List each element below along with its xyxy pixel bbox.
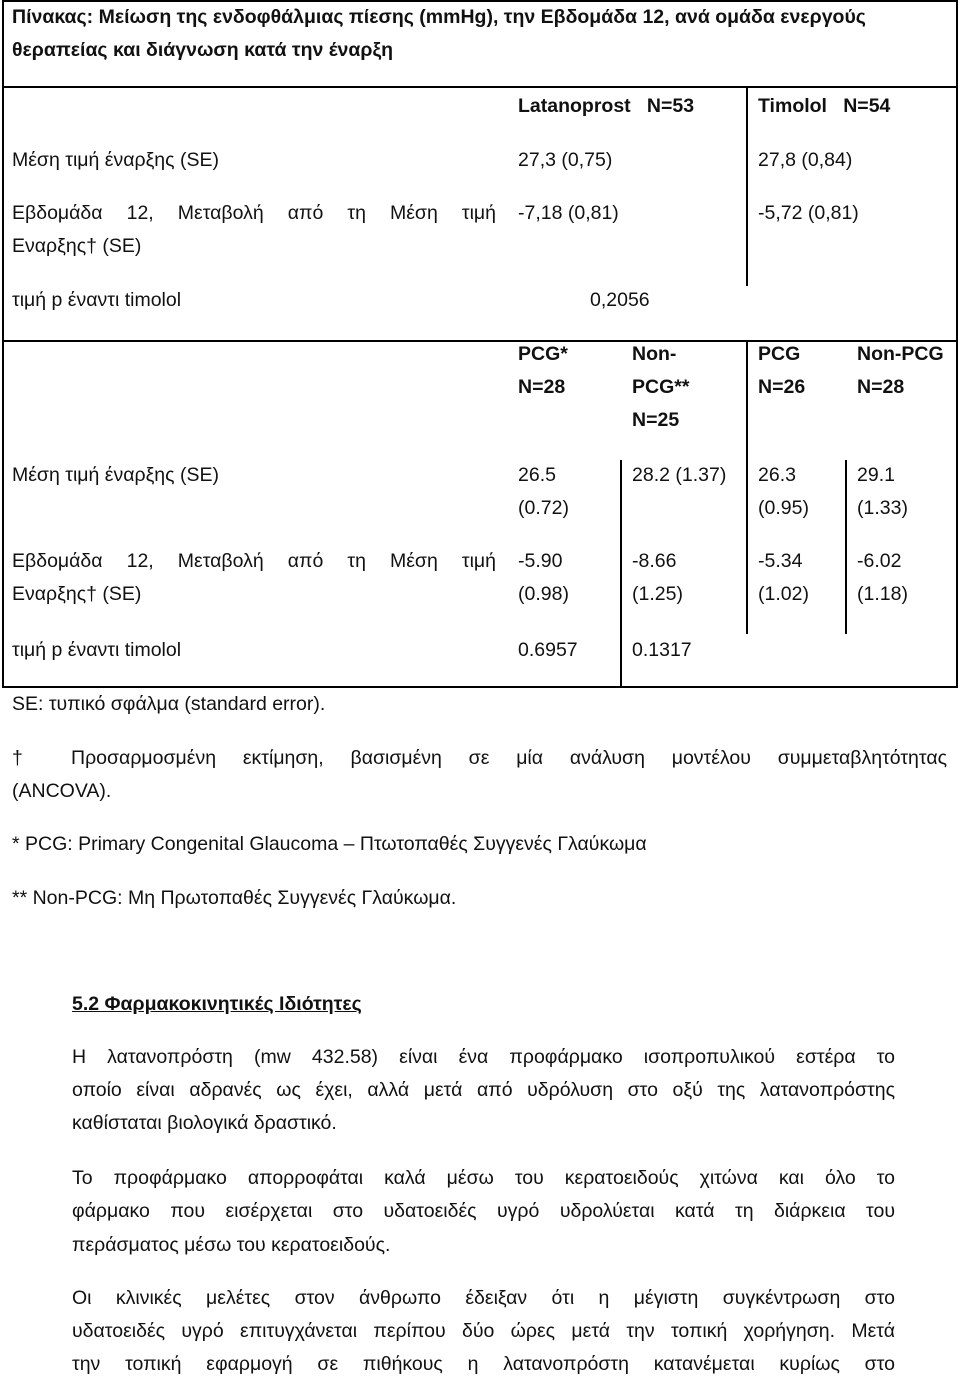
- sub-baseline-c4-1: 29.1: [857, 464, 895, 486]
- sub-change-c3-2: (1.02): [758, 583, 809, 605]
- sub-change-c4-1: -6.02: [857, 550, 902, 572]
- paragraph-3-line-3: την τοπική εφαρμογή σε πιθήκους η λατανοπρόστη κατανέμεται κυρίως στο: [72, 1353, 895, 1375]
- paragraph-2-line-2: φάρμακο που εισέρχεται στο υδατοειδές υγρό υδρολύεται κατά τη διάρκεια του: [72, 1200, 895, 1222]
- row-change-label-2: Εναρξης† (SE): [12, 235, 142, 257]
- table-caption-line-1: Πίνακας: Μείωση της ενδοφθάλμιας πίεσης (mmHg), την Εβδομάδα 12, ανά ομάδα ενεργούς: [12, 6, 866, 28]
- subheader-nonpcg-tim-2: N=28: [857, 376, 905, 398]
- paragraph-1-line-3: καθίσταται βιολογικά δραστικό.: [72, 1112, 337, 1134]
- sub-change-c4-2: (1.18): [857, 583, 908, 605]
- sub-baseline-c2: 28.2 (1.37): [632, 464, 727, 486]
- paragraph-2-line-1: Το προφάρμακο απορροφάται καλά μέσω του κερατοειδούς χιτώνα και όλο το: [72, 1167, 895, 1189]
- paragraph-1-line-2: οποίο είναι αδρανές ως έχει, αλλά μετά από υδρόλυση στο οξύ της λατανοπρόστης: [72, 1079, 895, 1101]
- sub-baseline-c3-2: (0.95): [758, 497, 809, 519]
- paragraph-1-line-1: Η λατανοπρόστη (mw 432.58) είναι ένα προφάρμακο ισοπροπυλικού εστέρα το: [72, 1046, 895, 1068]
- paragraph-3-line-1: Οι κλινικές μελέτες στον άνθρωπο έδειξαν ότι η μέγιστη συγκέντρωση στο: [72, 1287, 895, 1309]
- header-latanoprost: Latanoprost N=53: [518, 95, 695, 117]
- footnote-dagger-1: † Προσαρμοσμένη εκτίμηση, βασισμένη σε μία ανάλυση μοντέλου συμμεταβλητότητας: [12, 747, 947, 769]
- footnote-dagger-2: (ANCOVA).: [12, 780, 112, 802]
- row-baseline-label: Μέση τιμή έναρξης (SE): [12, 149, 219, 171]
- subheader-nonpcg-lat-2: PCG**: [632, 376, 690, 398]
- table-caption-line-2: θεραπείας και διάγνωση κατά την έναρξη: [12, 39, 394, 61]
- sub-change-label-1: Εβδομάδα 12, Μεταβολή από τη Μέση τιμή: [12, 550, 496, 572]
- sub-baseline-c3-1: 26.3: [758, 464, 796, 486]
- subheader-pcg-lat-1: PCG*: [518, 343, 568, 365]
- sub-baseline-c1-1: 26.5: [518, 464, 556, 486]
- footnote-se: SE: τυπικό σφάλμα (standard error).: [12, 693, 326, 715]
- subheader-nonpcg-tim-1: Non-PCG: [857, 343, 944, 365]
- header-timolol: Timolol N=54: [758, 95, 891, 117]
- subheader-nonpcg-lat-3: N=25: [632, 409, 680, 431]
- sub-change-c1-2: (0.98): [518, 583, 569, 605]
- subheader-nonpcg-lat-1: Non-: [632, 343, 677, 365]
- paragraph-2-line-3: περάσματος μέσω του κερατοειδούς.: [72, 1234, 391, 1256]
- row-change-latanoprost: -7,18 (0,81): [518, 202, 619, 224]
- sub-change-c1-1: -5.90: [518, 550, 563, 572]
- footnote-nonpcg: ** Non-PCG: Μη Πρωτοπαθές Συγγενές Γλαύκωμα.: [12, 887, 457, 909]
- row-change-label-1: Εβδομάδα 12, Μεταβολή από τη Μέση τιμή: [12, 202, 496, 224]
- sub-baseline-label: Μέση τιμή έναρξης (SE): [12, 464, 219, 486]
- row-baseline-timolol: 27,8 (0,84): [758, 149, 853, 171]
- subheader-pcg-lat-2: N=28: [518, 376, 566, 398]
- sub-p-c1: 0.6957: [518, 639, 578, 661]
- sub-p-label: τιμή p έναντι timolol: [12, 639, 182, 661]
- sub-baseline-c1-2: (0.72): [518, 497, 569, 519]
- row-p-label: τιμή p έναντι timolol: [12, 289, 182, 311]
- sub-change-c2-1: -8.66: [632, 550, 677, 572]
- row-baseline-latanoprost: 27,3 (0,75): [518, 149, 613, 171]
- paragraph-3-line-2: υδατοειδές υγρό επιτυγχάνεται περίπου δύο ώρες μετά την τοπική χορήγηση. Μετά: [72, 1320, 895, 1342]
- subheader-pcg-tim-1: PCG: [758, 343, 801, 365]
- sub-change-c3-1: -5.34: [758, 550, 803, 572]
- row-p-value: 0,2056: [590, 289, 650, 311]
- subheader-pcg-tim-2: N=26: [758, 376, 806, 398]
- sub-change-c2-2: (1.25): [632, 583, 683, 605]
- section-heading: 5.2 Φαρμακοκινητικές Ιδιότητες: [72, 993, 362, 1015]
- sub-change-label-2: Εναρξης† (SE): [12, 583, 142, 605]
- sub-p-c2: 0.1317: [632, 639, 692, 661]
- footnote-pcg: * PCG: Primary Congenital Glaucoma – Πτωτοπαθές Συγγενές Γλαύκωμα: [12, 833, 647, 855]
- sub-baseline-c4-2: (1.33): [857, 497, 908, 519]
- row-change-timolol: -5,72 (0,81): [758, 202, 859, 224]
